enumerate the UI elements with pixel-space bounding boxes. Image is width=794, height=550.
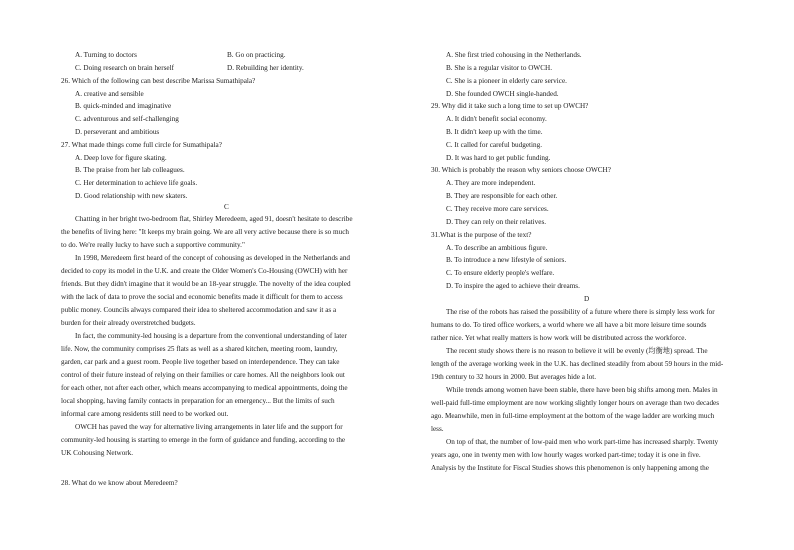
left-text-line: garden, car park and a guest room. People live together based on interdependence. They can take — [61, 358, 340, 366]
left-text-line: OWCH has paved the way for alternative living arrangements in later life and the support for — [75, 423, 343, 431]
right-text-line: A. It didn't benefit social economy. — [446, 115, 547, 123]
left-text-line: D. Good relationship with new skaters. — [75, 192, 188, 200]
left-text-line: community-led housing is starting to emerge in the form of guidance and funding, according to the — [61, 436, 346, 444]
left-text-line: to do. We're really lucky to have such a supportive community." — [61, 241, 245, 249]
right-text-line: B. To introduce a new lifestyle of seniors. — [446, 256, 567, 264]
left-text-line: A. creative and sensible — [75, 90, 144, 98]
right-text-line: D. To inspire the aged to achieve their dreams. — [446, 282, 580, 290]
right-text-line: C. It called for careful budgeting. — [446, 141, 542, 149]
left-text-line: In 1998, Meredeem first heard of the concept of cohousing as developed in the Netherlands and — [75, 254, 351, 262]
right-text-line: 30. Which is probably the reason why seniors choose OWCH? — [431, 166, 611, 174]
right-text-line: A. She first tried cohousing in the Netherlands. — [446, 51, 582, 59]
left-text-line: 26. Which of the following can best describe Marissa Sumathipala? — [61, 77, 256, 85]
left-text-line: B. quick-minded and imaginative — [75, 102, 172, 110]
left-text-line: for each other, not after each other, which means accompanying to medical appointments, doing the — [61, 384, 348, 392]
right-text-line: less. — [431, 425, 444, 433]
right-text-line: D. They can rely on their relatives. — [446, 218, 547, 226]
left-text-line: A. Deep love for figure skating. — [75, 154, 167, 162]
right-text-line: 19th century to 32 hours in 2000. But averages hide a lot. — [431, 373, 597, 381]
right-text-line: The recent study shows there is no reason to believe it will be evenly (均衡地) spread. The — [446, 347, 708, 355]
left-text-line: control of their future instead of relying on their families or care homes. All the neighbors look out — [61, 371, 345, 379]
right-text-line: well-paid full-time employment are now working slightly longer hours on average than two decades — [431, 399, 720, 407]
right-text-line: B. She is a regular visitor to OWCH. — [446, 64, 553, 72]
left-text-line: UK Cohousing Network. — [61, 449, 134, 457]
right-text-line: A. They are more independent. — [446, 179, 536, 187]
left-text-line: 27. What made things come full circle for Sumathipala? — [61, 141, 222, 149]
right-text-line: D. She founded OWCH single-handed. — [446, 90, 559, 98]
left-text-line: A. Turning to doctors — [75, 51, 137, 59]
left-text-line: informal care among residents still need to be worked out. — [61, 410, 229, 418]
left-text-line: C. Doing research on brain herself — [75, 64, 174, 72]
right-text-line: D. It was hard to get public funding. — [446, 154, 551, 162]
left-text-line: public money. Councils always compared their idea to sheltered accommodation and saw it as a — [61, 306, 337, 314]
left-text-line: burden for their already overstretched budgets. — [61, 319, 196, 327]
right-text-line: rather nice. Yet what really matters is how work will be distributed across the workforce. — [431, 334, 687, 342]
right-text-line: The rise of the robots has raised the possibility of a future where there is simply less work for — [446, 308, 715, 316]
right-text-line: D — [584, 295, 590, 303]
right-text-line: While trends among women have been stable, there have been big shifts among men. Males in — [446, 386, 718, 394]
left-text-line: life. Now, the community comprises 25 flats as well as a shared kitchen, meeting room, laundry, — [61, 345, 338, 353]
right-text-line: C. She is a pioneer in elderly care service. — [446, 77, 567, 85]
left-text-line: decided to copy its model in the U.K. and create the Older Women's Co-Housing (OWCH) with her — [61, 267, 348, 275]
left-text-line: C. adventurous and self-challenging — [75, 115, 179, 123]
left-text-line: with the lack of data to prove the social and economic benefits made it difficult for them to access — [61, 293, 343, 301]
left-text-line: D. Rebuilding her identity. — [227, 64, 304, 72]
right-text-line: length of the average working week in the U.K. has declined steadily from about 59 hours in the mid- — [431, 360, 724, 368]
left-text-line: the benefits of living here: "It keeps my brain going. We are all very active because there is so much — [61, 228, 350, 236]
left-text-line: 28. What do we know about Meredeem? — [61, 479, 178, 487]
right-text-line: C. To ensure elderly people's welfare. — [446, 269, 555, 277]
right-text-line: A. To describe an ambitious figure. — [446, 244, 548, 252]
left-text-line: C. Her determination to achieve life goals. — [75, 179, 198, 187]
left-text-line: C — [224, 203, 229, 211]
right-text-line: Analysis by the Institute for Fiscal Studies shows this phenomenon is only happening among the — [431, 464, 709, 472]
right-text-line: 29. Why did it take such a long time to set up OWCH? — [431, 102, 589, 110]
right-text-line: ago. Meanwhile, men in full-time employment at the bottom of the wage ladder are working much — [431, 412, 715, 420]
left-text-line: D. perseverant and ambitious — [75, 128, 160, 136]
right-text-line: years ago, one in twenty men with low hourly wages worked part-time; today it is one in five. — [431, 451, 701, 459]
left-text-line: friends. But they didn't imagine that it would be an 18-year struggle. The novelty of the idea coupled — [61, 280, 351, 288]
right-text-line: B. It didn't keep up with the time. — [446, 128, 543, 136]
right-text-line: B. They are responsible for each other. — [446, 192, 558, 200]
right-text-line: 31.What is the purpose of the text? — [431, 231, 532, 239]
left-text-line: B. The praise from her lab colleagues. — [75, 166, 185, 174]
left-text-line: B. Go on practicing. — [227, 51, 286, 59]
left-text-line: Chatting in her bright two-bedroom flat, Shirley Meredeem, aged 91, doesn't hesitate to describe — [75, 215, 353, 223]
left-text-line: local shopping, having family contacts in preparation for an emergency... But the limits of such — [61, 397, 335, 405]
right-text-line: On top of that, the number of low-paid men who work part-time has increased sharply. Twenty — [446, 438, 719, 446]
left-text-line: In fact, the community-led housing is a departure from the conventional understanding of later — [75, 332, 347, 340]
right-text-line: humans to do. To tired office workers, a world where we all have a bit more leisure time sounds — [431, 321, 707, 329]
right-text-line: C. They receive more care services. — [446, 205, 549, 213]
